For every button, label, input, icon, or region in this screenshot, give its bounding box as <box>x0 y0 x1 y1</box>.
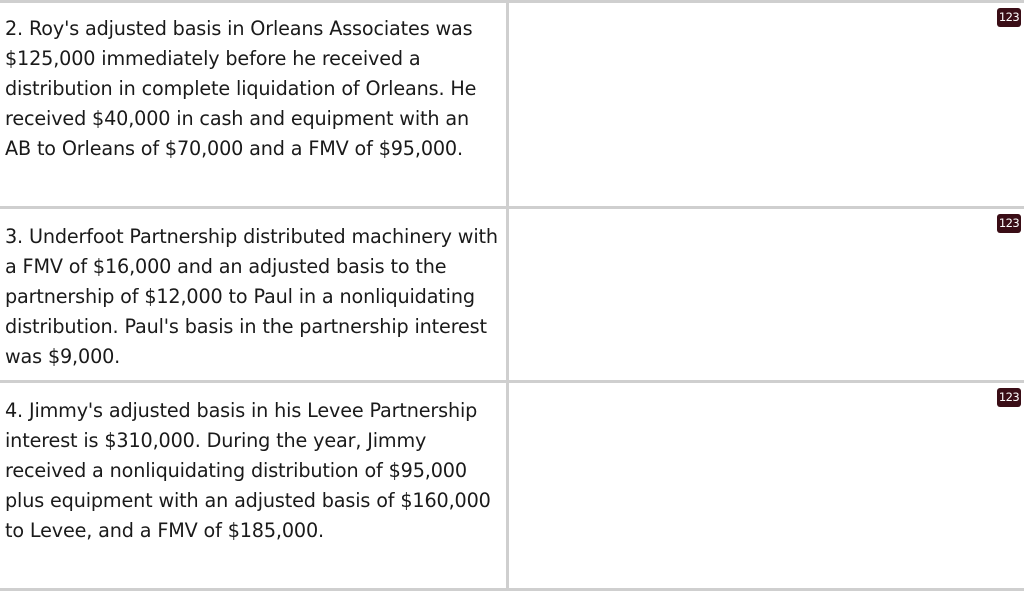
numeric-input-icon: 123 <box>997 8 1021 27</box>
question-text-4: 4. Jimmy's adjusted basis in his Levee Partnership interest is $310,000. During the year, Jimmy received a nonliquidating distribution of $95,000 plus equipment with an adjusted basis of $160,000 to Levee, and a FMV of $185,000. <box>0 383 509 588</box>
numeric-input-icon: 123 <box>997 388 1021 407</box>
table-row-question-4 <box>0 383 1024 591</box>
numeric-input-icon: 123 <box>997 214 1021 233</box>
table-row-question-2 <box>0 3 1024 209</box>
answer-cell-2[interactable] <box>509 3 1024 206</box>
answer-cell-3[interactable] <box>509 209 1024 380</box>
answer-cell-4[interactable] <box>509 383 1024 588</box>
question-text-2: 2. Roy's adjusted basis in Orleans Associates was $125,000 immediately before he received a distribution in complete liquidation of Orleans. He received $40,000 in cash and equipment with an AB to Orleans of $70,000 and a FMV of $95,000. <box>0 3 509 206</box>
table-row-question-3 <box>0 209 1024 383</box>
question-text-3: 3. Underfoot Partnership distributed machinery with a FMV of $16,000 and an adjusted basis to the partnership of $12,000 to Paul in a nonliquidating distribution. Paul's basis in the partnership interest was $9,000. <box>0 209 509 380</box>
